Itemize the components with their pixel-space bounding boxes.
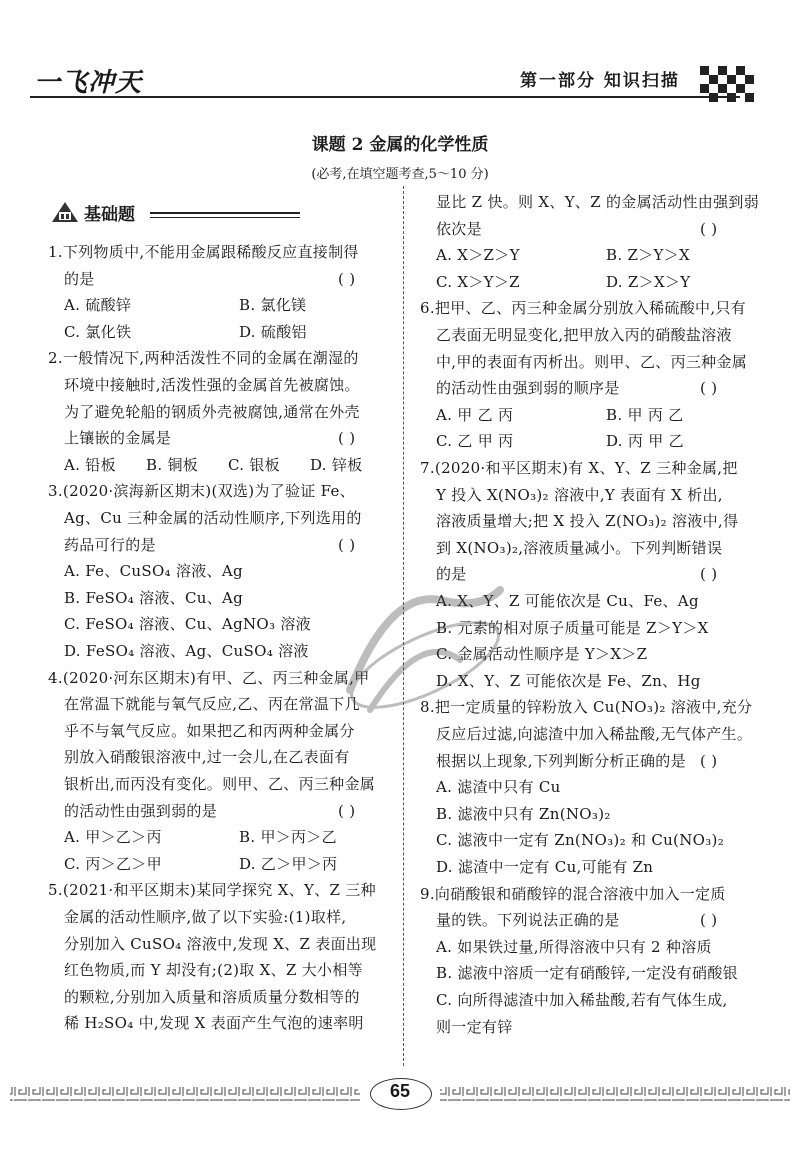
option-text[interactable]: 则一定有锌 (436, 1017, 513, 1036)
q8-line (436, 751, 718, 771)
q3-line (64, 535, 356, 555)
question-text: 乙表面无明显变化,把甲放入丙的硝酸盐溶液 (436, 326, 732, 344)
lesson-subtitle: (必考,在填空题考查,5～10 分) (311, 167, 489, 182)
q2-line (64, 375, 360, 395)
q5-option-row (436, 272, 691, 292)
q3-line (64, 508, 362, 528)
question-text: 上镶嵌的金属是 (64, 429, 172, 448)
q5-line (64, 960, 363, 980)
question-text: 为了避免轮船的钢质外壳被腐蚀,通常在外壳 (64, 402, 360, 421)
option-text[interactable]: C. 乙 甲 丙 (436, 432, 514, 451)
option-text[interactable]: C. 向所得滤渣中加入稀盐酸,若有气体生成, (436, 991, 728, 1009)
q8-option-row (436, 804, 611, 824)
question-text: 3.(2020·滨海新区期末)(双选)为了验证 Fe、 (48, 482, 355, 501)
q7-option-row (436, 671, 701, 691)
option-text[interactable]: D. 硫酸铝 (239, 322, 307, 341)
option-text[interactable]: D. 锌板 (310, 455, 363, 474)
q9-option-row (436, 990, 728, 1010)
page-number: 65 (389, 1081, 411, 1101)
question-text: 的是 (64, 269, 95, 288)
bookshelf-icon (50, 198, 80, 226)
q7-line (436, 564, 718, 584)
q8-option-row (436, 830, 724, 850)
option-text[interactable]: D. 滤渣中一定有 Cu,可能有 Zn (436, 858, 654, 876)
q7-line (436, 538, 722, 558)
q6-line (420, 298, 746, 318)
q6-option-row (436, 431, 684, 451)
question-text: 在常温下就能与氧气反应,乙、丙在常温下几 (64, 695, 360, 714)
question-text: 8.把一定质量的锌粉放入 Cu(NO₃)₂ 溶液中,充分 (420, 698, 753, 717)
answer-blank[interactable]: ( ) (700, 219, 718, 238)
answer-blank[interactable]: ( ) (700, 911, 718, 930)
header-rule (30, 96, 740, 98)
question-text: 的颗粒,分别加入质量和溶质质量分数相等的 (64, 987, 360, 1006)
option-text[interactable]: B. 滤液中只有 Zn(NO₃)₂ (436, 804, 611, 823)
option-text[interactable]: B. Z＞Y＞X (606, 246, 690, 265)
q8-option-row (436, 857, 653, 877)
q1-line (64, 269, 356, 289)
q5-option-row (436, 245, 690, 265)
q7-line (436, 485, 723, 505)
option-text[interactable]: D. 乙＞甲＞丙 (239, 854, 338, 873)
question-text: 显比 Z 快。则 X、Y、Z 的金属活动性由强到弱 (436, 193, 759, 211)
q9-option-row (436, 963, 738, 983)
answer-blank[interactable]: ( ) (700, 565, 718, 584)
option-text[interactable]: D. Z＞X＞Y (606, 272, 691, 291)
question-text: 反应后过滤,向滤渣中加入稀盐酸,无气体产生。 (436, 725, 753, 743)
answer-blank[interactable]: ( ) (338, 801, 356, 820)
question-text: 分别加入 CuSO₄ 溶液中,发现 X、Z 表面出现 (64, 934, 377, 953)
option-text[interactable]: C. 氯化铁 (64, 322, 132, 341)
checker-square (718, 84, 727, 93)
q5-line (64, 1013, 364, 1033)
checker-square (718, 66, 727, 75)
checker-square (736, 66, 745, 75)
lesson-title: 课题 2 金属的化学性质 (311, 135, 489, 155)
question-text: 到 X(NO₃)₂,溶液质量减小。下列判断错误 (436, 538, 723, 557)
question-text: 6.把甲、乙、丙三种金属分别放入稀硫酸中,只有 (420, 299, 746, 318)
option-text[interactable]: C. 丙＞乙＞甲 (64, 854, 162, 873)
option-text[interactable]: C. X＞Y＞Z (436, 272, 520, 291)
q9-line (436, 910, 718, 930)
question-text: 1.下列物质中,不能用金属跟稀酸反应直接制得 (48, 243, 359, 261)
question-text: 量的铁。下列说法正确的是 (436, 911, 620, 930)
answer-blank[interactable]: ( ) (700, 751, 718, 770)
q9-option-row (436, 937, 712, 957)
question-text: 的是 (436, 565, 467, 584)
q5-line (48, 880, 376, 900)
q4-line (64, 721, 355, 741)
question-text: 5.(2021·和平区期末)某同学探究 X、Y、Z 三种 (48, 881, 376, 900)
q4-line (64, 694, 360, 714)
q3-line (48, 481, 355, 501)
option-text[interactable]: C. 金属活动性顺序是 Y＞X＞Z (436, 645, 648, 664)
question-text: 溶液质量增大;把 X 投入 Z(NO₃)₂ 溶液中,得 (436, 512, 739, 531)
question-text: 红色物质,而 Y 却没有;(2)取 X、Z 大小相等 (64, 961, 363, 980)
q8-option-row (436, 777, 561, 797)
question-text: Y 投入 X(NO₃)₂ 溶液中,Y 表面有 X 析出, (436, 485, 723, 504)
option-text[interactable]: B. 元素的相对原子质量可能是 Z＞Y＞X (436, 618, 709, 637)
answer-blank[interactable]: ( ) (338, 269, 356, 288)
checker-square (709, 75, 718, 84)
option-text[interactable]: C. 滤液中一定有 Zn(NO₃)₂ 和 Cu(NO₃)₂ (436, 831, 725, 850)
q3-option-row (64, 588, 243, 608)
question-text: 环境中接触时,活泼性强的金属首先被腐蚀。 (64, 376, 360, 394)
checker-square (736, 84, 745, 93)
q6-line (436, 325, 732, 345)
brand-logo: 一飞冲天 (34, 68, 143, 98)
option-text[interactable]: B. 甲 丙 乙 (606, 405, 684, 424)
checker-square (727, 75, 736, 84)
q1-option-row (64, 295, 307, 315)
question-text: 的活动性由强到弱的是 (64, 801, 218, 820)
option-text[interactable]: A. 铅板 (64, 455, 116, 474)
answer-blank[interactable]: ( ) (338, 535, 356, 554)
option-text[interactable]: D. X、Y、Z 可能依次是 Fe、Zn、Hg (436, 671, 701, 690)
option-text[interactable]: A. 硫酸锌 (64, 296, 132, 315)
q9-line (420, 884, 726, 904)
option-text[interactable]: B. 氯化镁 (239, 296, 307, 315)
question-text: 9.向硝酸银和硝酸锌的混合溶液中加入一定质 (420, 884, 726, 903)
q7-option-row (436, 644, 647, 664)
q5-line (64, 987, 360, 1007)
option-text[interactable]: D. FeSO₄ 溶液、Ag、CuSO₄ 溶液 (64, 642, 309, 660)
q4-line (64, 747, 350, 767)
answer-blank[interactable]: ( ) (700, 379, 718, 398)
question-text: 稀 H₂SO₄ 中,发现 X 表面产生气泡的速率明 (64, 1014, 364, 1033)
q5-line (436, 219, 718, 239)
question-text: 依次是 (436, 219, 482, 238)
question-text: 4.(2020·河东区期末)有甲、乙、丙三种金属,甲 (48, 668, 370, 687)
question-text: 中,甲的表面有丙析出。则甲、乙、丙三种金属 (436, 352, 748, 371)
option-text[interactable]: A. X、Y、Z 可能依次是 Cu、Fe、Ag (436, 592, 699, 610)
q5-line (64, 907, 346, 927)
q6-line (436, 378, 718, 398)
q3-option-row (64, 641, 309, 661)
checker-square (700, 84, 709, 93)
q1-option-row (64, 322, 307, 342)
section-banner (50, 198, 250, 226)
q9-option-row (436, 1017, 513, 1037)
q2-line (48, 348, 359, 368)
question-text: 药品可行的是 (64, 535, 156, 554)
option-text[interactable]: B. 甲＞丙＞乙 (239, 828, 337, 847)
q4-line (48, 668, 370, 688)
checker-square (745, 93, 754, 102)
q4-line (64, 801, 356, 821)
q3-option-row (64, 561, 243, 581)
option-text[interactable]: B. 铜板 (146, 455, 199, 474)
q2-option-row (64, 455, 363, 475)
option-text[interactable]: B. 滤液中溶质一定有硝酸锌,一定没有硝酸银 (436, 964, 738, 983)
option-text[interactable]: C. 银板 (228, 455, 280, 474)
q2-line (64, 402, 360, 422)
q7-option-row (436, 591, 699, 611)
section-banner-bar (150, 212, 300, 218)
q8-line (436, 724, 752, 744)
q4-line (64, 774, 375, 794)
q1-line (48, 242, 359, 262)
question-text: 2.一般情况下,两种活泼性不同的金属在潮湿的 (48, 349, 359, 368)
option-text[interactable]: A. X＞Z＞Y (436, 246, 520, 265)
question-text: 乎不与氧气反应。如果把乙和丙两种金属分 (64, 721, 355, 740)
question-text: 的活动性由强到弱的顺序是 (436, 379, 620, 398)
q8-line (420, 697, 752, 717)
q6-option-row (436, 405, 684, 425)
option-text[interactable]: A. 如果铁过量,所得溶液中只有 2 种溶质 (436, 937, 712, 956)
checker-square (745, 75, 754, 84)
option-text[interactable]: C. FeSO₄ 溶液、Cu、AgNO₃ 溶液 (64, 615, 311, 634)
q7-option-row (436, 618, 709, 638)
section-header: 第一部分 知识扫描 (520, 71, 680, 91)
checker-square (700, 66, 709, 75)
q6-line (436, 352, 747, 372)
q4-option-row (64, 827, 337, 847)
option-text[interactable]: A. 甲＞乙＞丙 (64, 828, 162, 847)
option-text[interactable]: A. Fe、CuSO₄ 溶液、Ag (64, 562, 243, 581)
section-banner-label: 基础题 (84, 205, 135, 225)
column-divider (403, 186, 404, 1066)
question-text: Ag、Cu 三种金属的活动性顺序,下列选用的 (64, 509, 362, 527)
option-text[interactable]: D. 丙 甲 乙 (606, 432, 684, 451)
question-text: 根据以上现象,下列判断分析正确的是 (436, 751, 686, 770)
q2-line (64, 428, 356, 448)
q4-option-row (64, 854, 338, 874)
q7-line (420, 458, 738, 478)
question-text: 7.(2020·和平区期末)有 X、Y、Z 三种金属,把 (420, 459, 738, 477)
option-text[interactable]: B. FeSO₄ 溶液、Cu、Ag (64, 588, 244, 607)
option-text[interactable]: A. 滤渣中只有 Cu (436, 778, 561, 797)
q5-line (436, 192, 759, 212)
q5-line (64, 934, 376, 954)
answer-blank[interactable]: ( ) (338, 429, 356, 448)
question-text: 别放入硝酸银溶液中,过一会儿,在乙表面有 (64, 748, 350, 767)
q7-line (436, 511, 738, 531)
question-text: 银析出,而丙没有变化。则甲、乙、丙三种金属 (64, 775, 376, 793)
q3-option-row (64, 614, 311, 634)
option-text[interactable]: A. 甲 乙 丙 (436, 405, 514, 424)
question-text: 金属的活动性顺序,做了以下实验:(1)取样, (64, 908, 347, 926)
